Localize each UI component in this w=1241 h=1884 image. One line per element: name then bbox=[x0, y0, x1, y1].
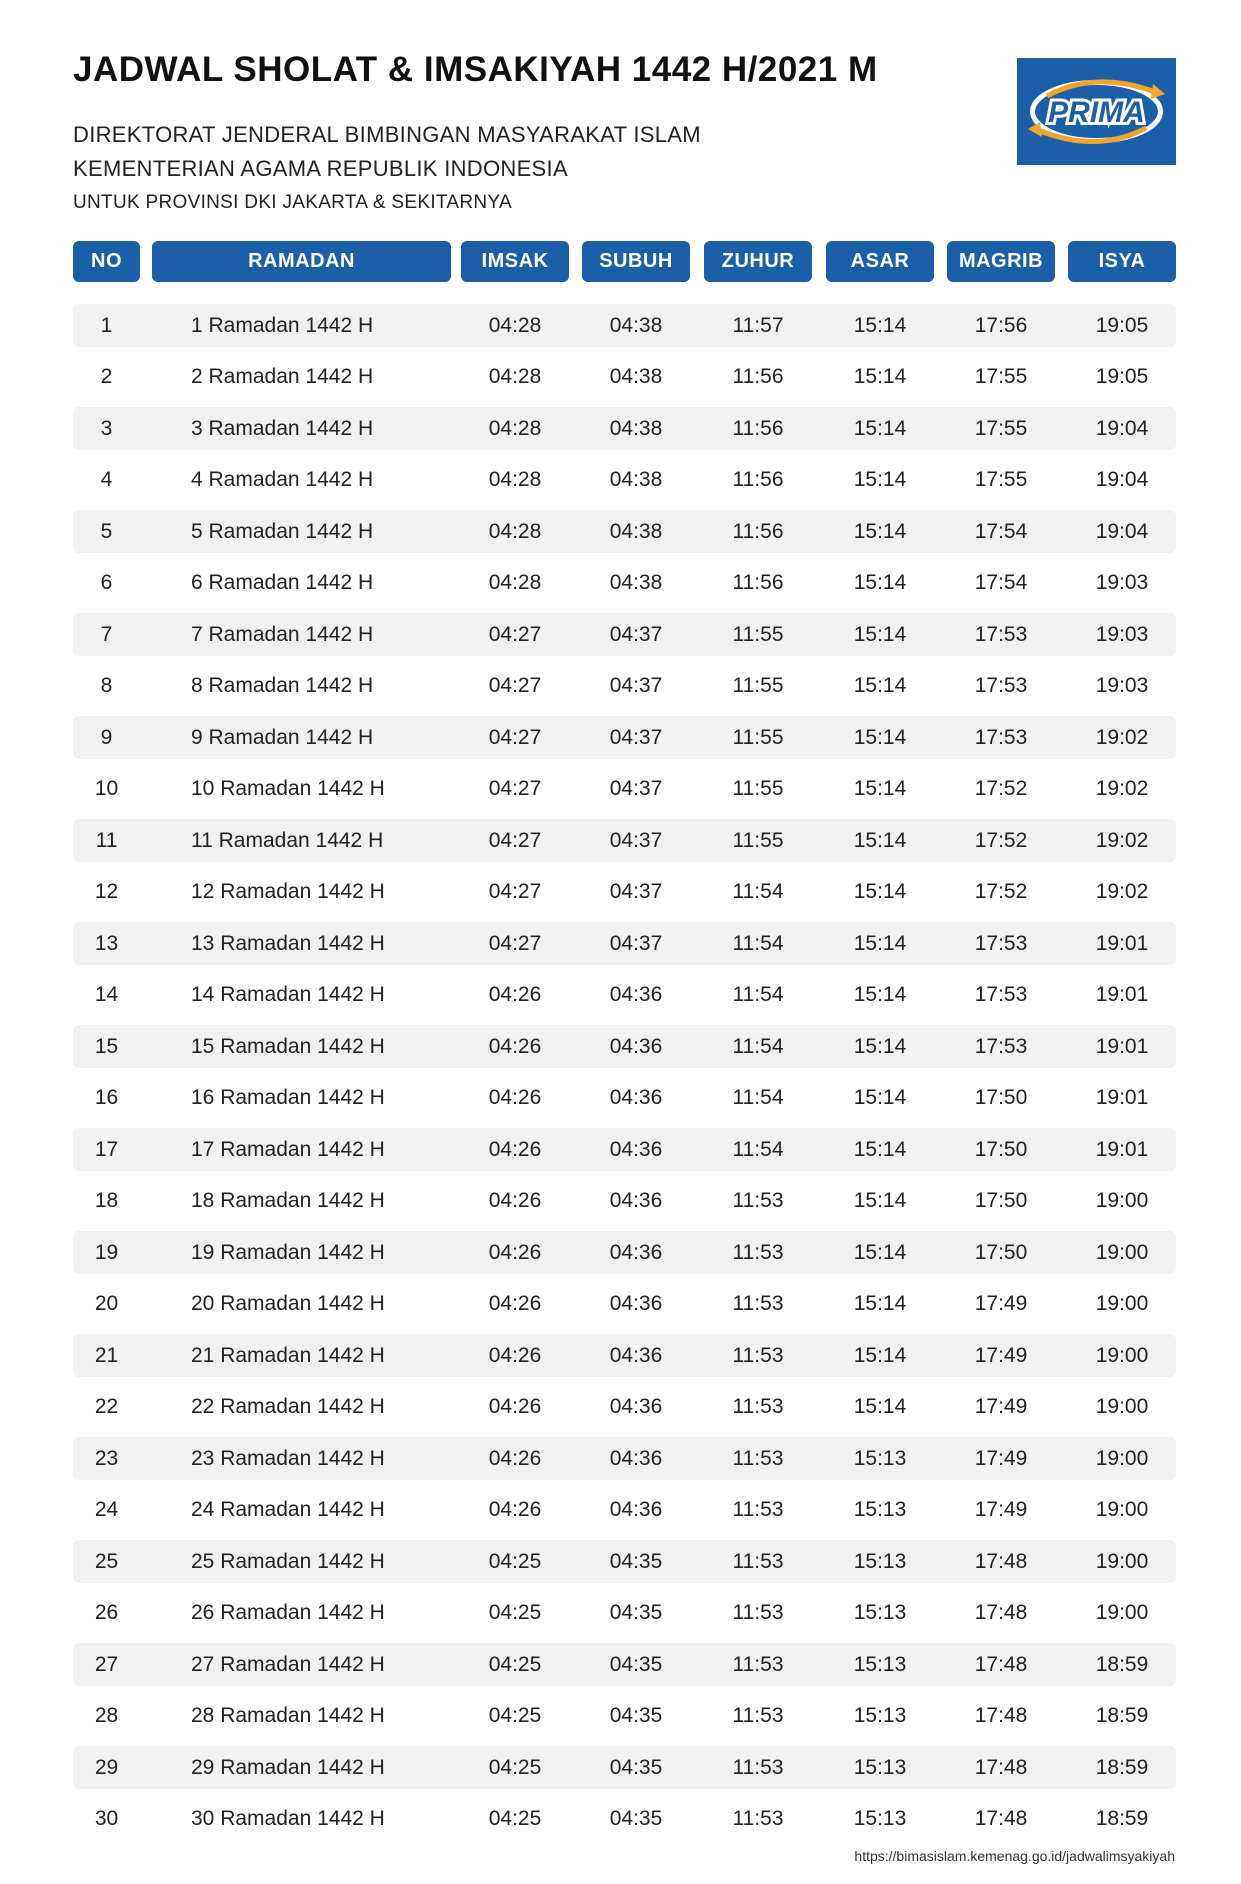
row-asar: 15:14 bbox=[853, 674, 907, 697]
row-no: 24 bbox=[94, 1498, 119, 1521]
row-imsak: 04:25 bbox=[488, 1601, 542, 1624]
row-subuh: 04:37 bbox=[609, 931, 663, 955]
table-row bbox=[73, 974, 1176, 1017]
table-row bbox=[73, 1643, 1176, 1686]
row-asar: 15:13 bbox=[853, 1601, 907, 1624]
row-magrib: 17:49 bbox=[974, 1343, 1028, 1367]
row-asar: 15:14 bbox=[853, 725, 907, 749]
table-row bbox=[73, 1437, 1176, 1480]
row-isya: 19:02 bbox=[1095, 880, 1149, 903]
row-isya: 19:00 bbox=[1095, 1446, 1149, 1470]
table-row bbox=[73, 1746, 1176, 1789]
row-asar: 15:14 bbox=[853, 313, 907, 337]
row-asar: 15:14 bbox=[853, 1395, 907, 1418]
row-asar: 15:14 bbox=[853, 1292, 907, 1315]
row-asar: 15:14 bbox=[853, 1240, 907, 1264]
row-zuhur: 11:54 bbox=[732, 1137, 784, 1161]
row-imsak: 04:26 bbox=[488, 1240, 542, 1264]
row-magrib: 17:48 bbox=[974, 1704, 1028, 1727]
row-zuhur: 11:53 bbox=[732, 1652, 784, 1676]
row-imsak: 04:27 bbox=[488, 931, 542, 955]
row-subuh: 04:37 bbox=[609, 880, 663, 903]
row-imsak: 04:26 bbox=[488, 1395, 542, 1418]
row-no: 28 bbox=[94, 1704, 119, 1727]
row-ramadan-date: 6 Ramadan 1442 H bbox=[191, 571, 374, 594]
row-magrib: 17:53 bbox=[974, 622, 1028, 646]
row-zuhur: 11:55 bbox=[732, 777, 784, 800]
row-magrib: 17:49 bbox=[974, 1395, 1028, 1418]
row-ramadan-date: 3 Ramadan 1442 H bbox=[191, 416, 374, 440]
row-subuh: 04:36 bbox=[609, 1189, 663, 1212]
row-isya: 19:04 bbox=[1095, 416, 1149, 440]
row-imsak: 04:27 bbox=[488, 777, 542, 800]
row-imsak: 04:26 bbox=[488, 1086, 542, 1109]
row-asar: 15:13 bbox=[853, 1704, 907, 1727]
row-imsak: 04:26 bbox=[488, 1446, 542, 1470]
row-magrib: 17:52 bbox=[974, 828, 1028, 852]
row-subuh: 04:35 bbox=[609, 1807, 663, 1830]
row-ramadan-date: 26 Ramadan 1442 H bbox=[191, 1601, 385, 1624]
row-isya: 18:59 bbox=[1095, 1652, 1149, 1676]
row-no: 30 bbox=[94, 1807, 119, 1830]
col-header-subuh: SUBUH bbox=[582, 241, 690, 282]
row-isya: 19:04 bbox=[1095, 468, 1149, 491]
row-imsak: 04:28 bbox=[488, 416, 542, 440]
row-magrib: 17:50 bbox=[974, 1240, 1028, 1264]
row-imsak: 04:27 bbox=[488, 880, 542, 903]
row-subuh: 04:36 bbox=[609, 1498, 663, 1521]
table-row bbox=[73, 1798, 1176, 1841]
row-ramadan-date: 19 Ramadan 1442 H bbox=[191, 1240, 385, 1264]
row-zuhur: 11:54 bbox=[732, 1086, 784, 1109]
row-no: 9 bbox=[100, 725, 113, 749]
row-imsak: 04:25 bbox=[488, 1704, 542, 1727]
row-no: 8 bbox=[100, 674, 113, 697]
row-imsak: 04:28 bbox=[488, 519, 542, 543]
row-magrib: 17:55 bbox=[974, 468, 1028, 491]
row-asar: 15:13 bbox=[853, 1807, 907, 1830]
row-no: 19 bbox=[94, 1240, 119, 1264]
row-isya: 19:02 bbox=[1095, 777, 1149, 800]
row-asar: 15:14 bbox=[853, 365, 907, 388]
row-no: 16 bbox=[94, 1086, 119, 1109]
row-magrib: 17:49 bbox=[974, 1446, 1028, 1470]
prima-logo-graphic bbox=[1017, 58, 1176, 165]
row-no: 5 bbox=[100, 519, 113, 543]
row-imsak: 04:27 bbox=[488, 828, 542, 852]
row-no: 6 bbox=[100, 571, 113, 594]
row-no: 1 bbox=[100, 313, 113, 337]
row-magrib: 17:53 bbox=[974, 725, 1028, 749]
row-ramadan-date: 17 Ramadan 1442 H bbox=[191, 1137, 385, 1161]
row-subuh: 04:36 bbox=[609, 1292, 663, 1315]
table-row bbox=[73, 356, 1176, 399]
row-zuhur: 11:54 bbox=[732, 931, 784, 955]
table-row bbox=[73, 922, 1176, 965]
row-ramadan-date: 21 Ramadan 1442 H bbox=[191, 1343, 385, 1367]
row-imsak: 04:28 bbox=[488, 365, 542, 388]
row-zuhur: 11:53 bbox=[732, 1601, 784, 1624]
row-subuh: 04:37 bbox=[609, 725, 663, 749]
row-isya: 19:04 bbox=[1095, 519, 1149, 543]
row-no: 18 bbox=[94, 1189, 119, 1212]
row-ramadan-date: 29 Ramadan 1442 H bbox=[191, 1755, 385, 1779]
row-imsak: 04:26 bbox=[488, 1189, 542, 1212]
row-subuh: 04:35 bbox=[609, 1704, 663, 1727]
row-no: 23 bbox=[94, 1446, 119, 1470]
row-subuh: 04:35 bbox=[609, 1652, 663, 1676]
row-isya: 19:00 bbox=[1095, 1498, 1149, 1521]
row-no: 22 bbox=[94, 1395, 119, 1418]
table-row bbox=[73, 613, 1176, 656]
table-row bbox=[73, 819, 1176, 862]
row-no: 26 bbox=[94, 1601, 119, 1624]
row-magrib: 17:56 bbox=[974, 313, 1028, 337]
row-subuh: 04:35 bbox=[609, 1549, 663, 1573]
row-magrib: 17:53 bbox=[974, 983, 1028, 1006]
row-imsak: 04:26 bbox=[488, 1498, 542, 1521]
row-asar: 15:13 bbox=[853, 1549, 907, 1573]
row-no: 3 bbox=[100, 416, 113, 440]
row-ramadan-date: 24 Ramadan 1442 H bbox=[191, 1498, 385, 1521]
row-isya: 19:01 bbox=[1095, 1086, 1149, 1109]
row-no: 13 bbox=[94, 931, 119, 955]
logo-text: PRIMA bbox=[1048, 96, 1145, 129]
row-magrib: 17:52 bbox=[974, 880, 1028, 903]
row-magrib: 17:53 bbox=[974, 674, 1028, 697]
row-imsak: 04:25 bbox=[488, 1807, 542, 1830]
row-zuhur: 11:53 bbox=[732, 1446, 784, 1470]
row-magrib: 17:48 bbox=[974, 1549, 1028, 1573]
row-isya: 19:00 bbox=[1095, 1292, 1149, 1315]
row-zuhur: 11:57 bbox=[732, 313, 784, 337]
row-zuhur: 11:56 bbox=[732, 468, 784, 491]
row-ramadan-date: 1 Ramadan 1442 H bbox=[191, 313, 374, 337]
row-zuhur: 11:55 bbox=[732, 828, 784, 852]
source-url: https://bimasislam.kemenag.go.id/jadwalimsyakiyah bbox=[854, 1848, 1175, 1864]
table-row bbox=[73, 1592, 1176, 1635]
row-imsak: 04:27 bbox=[488, 622, 542, 646]
row-no: 25 bbox=[94, 1549, 119, 1573]
row-ramadan-date: 27 Ramadan 1442 H bbox=[191, 1652, 385, 1676]
row-subuh: 04:38 bbox=[609, 519, 663, 543]
table-row bbox=[73, 407, 1176, 450]
col-header-zuhur: ZUHUR bbox=[704, 241, 812, 282]
table-row bbox=[73, 1231, 1176, 1274]
row-zuhur: 11:54 bbox=[732, 983, 784, 1006]
row-imsak: 04:26 bbox=[488, 1137, 542, 1161]
row-imsak: 04:25 bbox=[488, 1755, 542, 1779]
row-magrib: 17:53 bbox=[974, 1034, 1028, 1058]
row-asar: 15:14 bbox=[853, 622, 907, 646]
row-asar: 15:14 bbox=[853, 777, 907, 800]
row-isya: 19:01 bbox=[1095, 983, 1149, 1006]
row-isya: 19:01 bbox=[1095, 1137, 1149, 1161]
table-row bbox=[73, 1077, 1176, 1120]
row-asar: 15:14 bbox=[853, 468, 907, 491]
row-isya: 19:00 bbox=[1095, 1343, 1149, 1367]
row-zuhur: 11:53 bbox=[732, 1755, 784, 1779]
row-isya: 19:00 bbox=[1095, 1189, 1149, 1212]
row-magrib: 17:49 bbox=[974, 1292, 1028, 1315]
row-ramadan-date: 30 Ramadan 1442 H bbox=[191, 1807, 385, 1830]
row-subuh: 04:38 bbox=[609, 571, 663, 594]
row-no: 10 bbox=[94, 777, 119, 800]
row-isya: 19:03 bbox=[1095, 622, 1149, 646]
row-ramadan-date: 2 Ramadan 1442 H bbox=[191, 365, 374, 388]
table-row bbox=[73, 716, 1176, 759]
province-line: UNTUK PROVINSI DKI JAKARTA & SEKITARNYA bbox=[73, 192, 512, 213]
row-no: 11 bbox=[95, 828, 118, 852]
row-asar: 15:13 bbox=[853, 1498, 907, 1521]
row-ramadan-date: 11 Ramadan 1442 H bbox=[191, 828, 384, 852]
row-subuh: 04:36 bbox=[609, 1137, 663, 1161]
row-no: 17 bbox=[94, 1137, 119, 1161]
row-magrib: 17:55 bbox=[974, 416, 1028, 440]
table-row bbox=[73, 1334, 1176, 1377]
row-magrib: 17:50 bbox=[974, 1137, 1028, 1161]
row-no: 12 bbox=[94, 880, 119, 903]
row-isya: 19:03 bbox=[1095, 674, 1149, 697]
row-subuh: 04:36 bbox=[609, 1240, 663, 1264]
table-row bbox=[73, 1180, 1176, 1223]
table-row bbox=[73, 562, 1176, 605]
row-subuh: 04:38 bbox=[609, 313, 663, 337]
row-ramadan-date: 9 Ramadan 1442 H bbox=[191, 725, 374, 749]
row-ramadan-date: 20 Ramadan 1442 H bbox=[191, 1292, 385, 1315]
table-row bbox=[73, 768, 1176, 811]
row-isya: 19:00 bbox=[1095, 1240, 1149, 1264]
col-header-magrib: MAGRIB bbox=[947, 241, 1055, 282]
row-no: 27 bbox=[94, 1652, 119, 1676]
row-magrib: 17:55 bbox=[974, 365, 1028, 388]
row-zuhur: 11:53 bbox=[732, 1704, 784, 1727]
row-isya: 18:59 bbox=[1095, 1755, 1149, 1779]
col-header-isya: ISYA bbox=[1068, 241, 1176, 282]
row-zuhur: 11:55 bbox=[732, 674, 784, 697]
row-isya: 19:03 bbox=[1095, 571, 1149, 594]
row-asar: 15:14 bbox=[853, 416, 907, 440]
row-asar: 15:14 bbox=[853, 1086, 907, 1109]
row-no: 29 bbox=[94, 1755, 119, 1779]
schedule-table bbox=[73, 304, 1176, 1849]
row-asar: 15:14 bbox=[853, 1189, 907, 1212]
row-imsak: 04:25 bbox=[488, 1549, 542, 1573]
row-subuh: 04:38 bbox=[609, 365, 663, 388]
row-ramadan-date: 16 Ramadan 1442 H bbox=[191, 1086, 385, 1109]
row-subuh: 04:35 bbox=[609, 1755, 663, 1779]
row-asar: 15:13 bbox=[853, 1652, 907, 1676]
row-imsak: 04:26 bbox=[488, 1343, 542, 1367]
row-no: 7 bbox=[100, 622, 113, 646]
row-zuhur: 11:56 bbox=[732, 571, 784, 594]
row-no: 20 bbox=[94, 1292, 119, 1315]
row-asar: 15:14 bbox=[853, 931, 907, 955]
row-subuh: 04:38 bbox=[609, 416, 663, 440]
row-ramadan-date: 8 Ramadan 1442 H bbox=[191, 674, 374, 697]
row-imsak: 04:27 bbox=[488, 674, 542, 697]
table-row bbox=[73, 1386, 1176, 1429]
page-title: JADWAL SHOLAT & IMSAKIYAH 1442 H/2021 M bbox=[73, 50, 878, 89]
row-subuh: 04:37 bbox=[609, 674, 663, 697]
table-row bbox=[73, 665, 1176, 708]
row-ramadan-date: 10 Ramadan 1442 H bbox=[191, 777, 385, 800]
row-isya: 19:01 bbox=[1095, 1034, 1149, 1058]
row-asar: 15:13 bbox=[853, 1446, 907, 1470]
row-no: 2 bbox=[100, 365, 113, 388]
row-magrib: 17:50 bbox=[974, 1189, 1028, 1212]
row-asar: 15:14 bbox=[853, 1034, 907, 1058]
row-magrib: 17:49 bbox=[974, 1498, 1028, 1521]
row-zuhur: 11:54 bbox=[732, 1034, 784, 1058]
row-ramadan-date: 13 Ramadan 1442 H bbox=[191, 931, 385, 955]
row-ramadan-date: 22 Ramadan 1442 H bbox=[191, 1395, 385, 1418]
row-magrib: 17:48 bbox=[974, 1755, 1028, 1779]
row-subuh: 04:36 bbox=[609, 1343, 663, 1367]
ministry-line: KEMENTERIAN AGAMA REPUBLIK INDONESIA bbox=[73, 156, 568, 181]
table-row bbox=[73, 871, 1176, 914]
row-zuhur: 11:53 bbox=[732, 1343, 784, 1367]
row-asar: 15:14 bbox=[853, 571, 907, 594]
row-zuhur: 11:53 bbox=[732, 1240, 784, 1264]
row-zuhur: 11:54 bbox=[732, 880, 784, 903]
row-zuhur: 11:53 bbox=[732, 1189, 784, 1212]
row-no: 21 bbox=[94, 1343, 119, 1367]
table-row bbox=[73, 1489, 1176, 1532]
row-subuh: 04:36 bbox=[609, 983, 663, 1006]
row-isya: 19:01 bbox=[1095, 931, 1149, 955]
row-imsak: 04:26 bbox=[488, 1034, 542, 1058]
table-row bbox=[73, 510, 1176, 553]
row-asar: 15:14 bbox=[853, 1343, 907, 1367]
row-imsak: 04:28 bbox=[488, 571, 542, 594]
row-magrib: 17:48 bbox=[974, 1601, 1028, 1624]
row-magrib: 17:48 bbox=[974, 1652, 1028, 1676]
row-subuh: 04:35 bbox=[609, 1601, 663, 1624]
row-ramadan-date: 25 Ramadan 1442 H bbox=[191, 1549, 385, 1573]
row-subuh: 04:38 bbox=[609, 468, 663, 491]
row-asar: 15:14 bbox=[853, 983, 907, 1006]
row-imsak: 04:28 bbox=[488, 313, 542, 337]
row-zuhur: 11:53 bbox=[732, 1395, 784, 1418]
row-asar: 15:13 bbox=[853, 1755, 907, 1779]
table-row bbox=[73, 304, 1176, 347]
col-header-asar: ASAR bbox=[826, 241, 934, 282]
row-isya: 18:59 bbox=[1095, 1807, 1149, 1830]
row-magrib: 17:52 bbox=[974, 777, 1028, 800]
row-asar: 15:14 bbox=[853, 1137, 907, 1161]
row-asar: 15:14 bbox=[853, 828, 907, 852]
row-subuh: 04:36 bbox=[609, 1086, 663, 1109]
row-isya: 19:00 bbox=[1095, 1601, 1149, 1624]
row-imsak: 04:28 bbox=[488, 468, 542, 491]
row-zuhur: 11:53 bbox=[732, 1498, 784, 1521]
row-isya: 19:05 bbox=[1095, 365, 1149, 388]
row-subuh: 04:36 bbox=[609, 1446, 663, 1470]
row-ramadan-date: 18 Ramadan 1442 H bbox=[191, 1189, 385, 1212]
row-ramadan-date: 5 Ramadan 1442 H bbox=[191, 519, 374, 543]
row-zuhur: 11:56 bbox=[732, 519, 784, 543]
row-magrib: 17:50 bbox=[974, 1086, 1028, 1109]
row-asar: 15:14 bbox=[853, 880, 907, 903]
row-isya: 19:00 bbox=[1095, 1549, 1149, 1573]
row-ramadan-date: 15 Ramadan 1442 H bbox=[191, 1034, 385, 1058]
row-imsak: 04:25 bbox=[488, 1652, 542, 1676]
directorate-line: DIREKTORAT JENDERAL BIMBINGAN MASYARAKAT ISLAM bbox=[73, 122, 701, 147]
row-zuhur: 11:55 bbox=[732, 725, 784, 749]
row-magrib: 17:54 bbox=[974, 571, 1028, 594]
row-zuhur: 11:56 bbox=[732, 365, 784, 388]
table-row bbox=[73, 1695, 1176, 1738]
table-row bbox=[73, 1128, 1176, 1171]
row-subuh: 04:37 bbox=[609, 828, 663, 852]
row-imsak: 04:26 bbox=[488, 983, 542, 1006]
row-asar: 15:14 bbox=[853, 519, 907, 543]
row-ramadan-date: 23 Ramadan 1442 H bbox=[191, 1446, 385, 1470]
row-magrib: 17:48 bbox=[974, 1807, 1028, 1830]
row-ramadan-date: 28 Ramadan 1442 H bbox=[191, 1704, 385, 1727]
row-isya: 19:02 bbox=[1095, 828, 1149, 852]
col-header-imsak: IMSAK bbox=[461, 241, 569, 282]
prima-logo bbox=[1017, 58, 1176, 165]
row-zuhur: 11:55 bbox=[732, 622, 784, 646]
row-ramadan-date: 14 Ramadan 1442 H bbox=[191, 983, 385, 1006]
row-subuh: 04:36 bbox=[609, 1034, 663, 1058]
row-ramadan-date: 7 Ramadan 1442 H bbox=[191, 622, 374, 646]
row-ramadan-date: 4 Ramadan 1442 H bbox=[191, 468, 374, 491]
row-no: 4 bbox=[100, 468, 113, 491]
row-imsak: 04:26 bbox=[488, 1292, 542, 1315]
row-isya: 19:00 bbox=[1095, 1395, 1149, 1418]
col-header-ramadan: RAMADAN bbox=[152, 241, 451, 282]
row-isya: 19:02 bbox=[1095, 725, 1149, 749]
table-row bbox=[73, 459, 1176, 502]
row-magrib: 17:53 bbox=[974, 931, 1028, 955]
row-no: 15 bbox=[94, 1034, 119, 1058]
row-subuh: 04:37 bbox=[609, 777, 663, 800]
col-header-no: NO bbox=[73, 241, 140, 282]
row-subuh: 04:36 bbox=[609, 1395, 663, 1418]
row-isya: 19:05 bbox=[1095, 313, 1149, 337]
row-zuhur: 11:56 bbox=[732, 416, 784, 440]
table-row bbox=[73, 1283, 1176, 1326]
row-no: 14 bbox=[94, 983, 119, 1006]
row-ramadan-date: 12 Ramadan 1442 H bbox=[191, 880, 385, 903]
row-isya: 18:59 bbox=[1095, 1704, 1149, 1727]
row-zuhur: 11:53 bbox=[732, 1292, 784, 1315]
row-magrib: 17:54 bbox=[974, 519, 1028, 543]
row-subuh: 04:37 bbox=[609, 622, 663, 646]
row-imsak: 04:27 bbox=[488, 725, 542, 749]
row-zuhur: 11:53 bbox=[732, 1807, 784, 1830]
table-row bbox=[73, 1025, 1176, 1068]
row-zuhur: 11:53 bbox=[732, 1549, 784, 1573]
table-row bbox=[73, 1540, 1176, 1583]
